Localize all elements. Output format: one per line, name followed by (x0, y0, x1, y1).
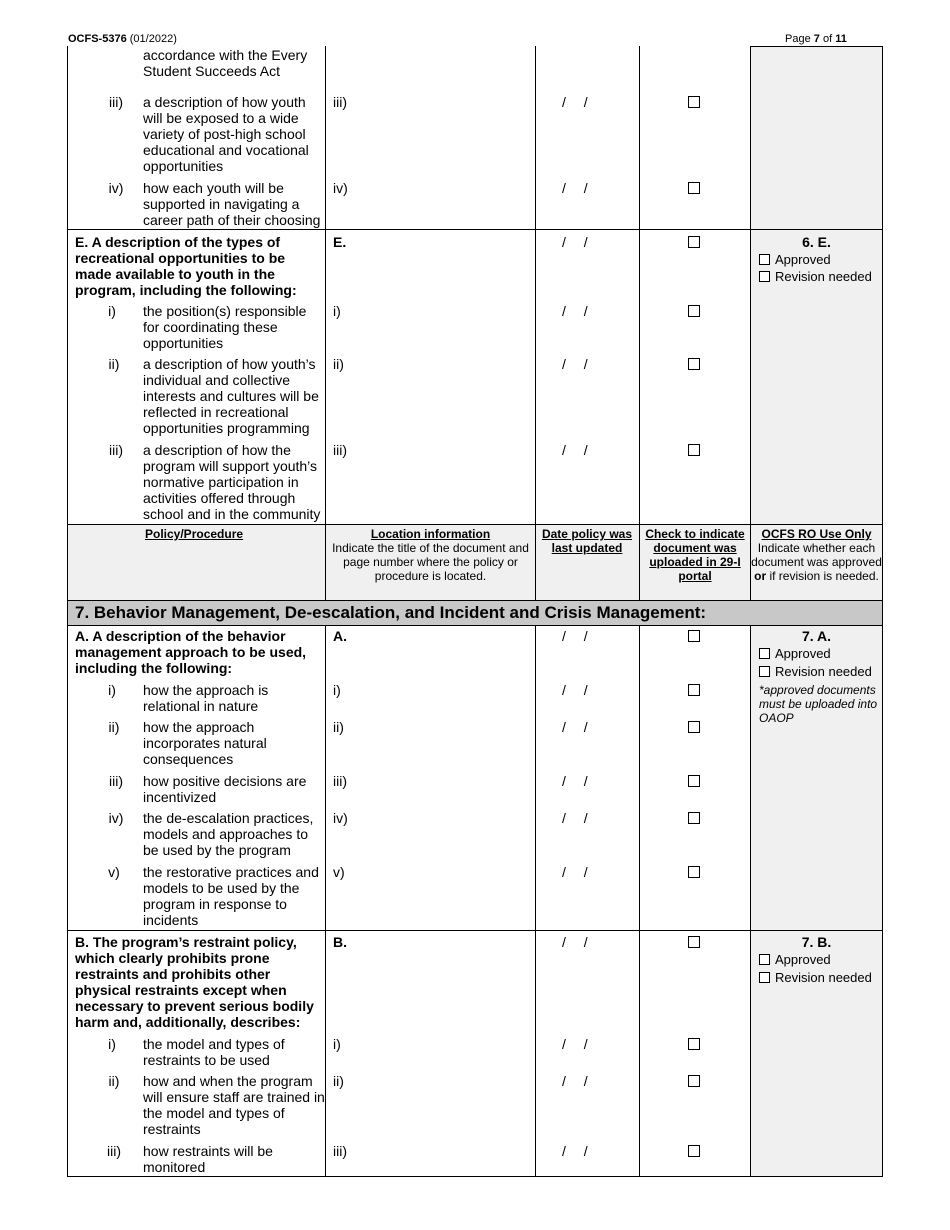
upload-checkbox[interactable] (688, 305, 700, 317)
item-text: how and when the program will ensure staff are trained in the model and types of restraints (143, 1073, 325, 1137)
grid-line (750, 625, 751, 1176)
ro-approved-option[interactable]: Approved (759, 952, 831, 968)
grid-line (750, 46, 883, 47)
item-text: how positive decisions are incentivized (143, 773, 307, 805)
upload-checkbox[interactable] (688, 721, 700, 733)
ro-section-title: 6. E. (802, 234, 831, 250)
item-number: iii) (107, 1143, 121, 1159)
upload-checkbox[interactable] (688, 936, 700, 948)
location-field[interactable]: iv) (333, 810, 348, 826)
item-text: how restraints will be monitored (143, 1143, 273, 1175)
date-field[interactable]: / / (562, 682, 588, 698)
page-number: Page 7 of 11 (785, 33, 847, 45)
upload-checkbox[interactable] (688, 866, 700, 878)
item-text: how each youth will be supported in navigating a career path of their choosing (143, 180, 321, 228)
item-text: the restorative practices and models to be used by the program in response to incidents (143, 864, 319, 928)
grid-line (325, 46, 326, 601)
column-header-check: Check to indicate document was uploaded in 29-I portal (645, 527, 745, 583)
item-number: iv) (108, 180, 124, 196)
upload-checkbox[interactable] (688, 1075, 700, 1087)
upload-checkbox[interactable] (688, 182, 700, 194)
item-number: iii) (109, 773, 123, 789)
upload-checkbox[interactable] (688, 1038, 700, 1050)
grid-line (750, 46, 751, 601)
approved-checkbox[interactable] (759, 954, 770, 965)
ro-column-shade-top (750, 46, 883, 525)
grid-line (535, 625, 536, 1176)
ro-approved-option[interactable]: Approved (759, 252, 831, 268)
grid-line (325, 625, 326, 1176)
upload-checkbox[interactable] (688, 1145, 700, 1157)
grid-line (67, 625, 883, 626)
location-field[interactable]: E. (333, 234, 347, 250)
date-field[interactable]: / / (562, 934, 588, 950)
item-number: i) (108, 1036, 116, 1052)
item-number: iii) (109, 94, 123, 110)
date-field[interactable]: / / (562, 719, 588, 735)
approved-checkbox[interactable] (759, 648, 770, 659)
date-field[interactable]: / / (562, 810, 588, 826)
grid-line (67, 1176, 883, 1177)
date-field[interactable]: / / (562, 356, 588, 372)
item-number: iii) (109, 442, 123, 458)
date-field[interactable]: / / (562, 1143, 588, 1159)
upload-checkbox[interactable] (688, 236, 700, 248)
grid-line (535, 46, 536, 601)
ro-revision-option[interactable]: Revision needed (759, 269, 872, 285)
item-number: i) (108, 303, 116, 319)
grid-line (67, 524, 883, 525)
form-id: OCFS-5376 (01/2022) (68, 33, 177, 45)
date-field[interactable]: / / (562, 442, 588, 458)
date-field[interactable]: / / (562, 1073, 588, 1089)
item-number: iv) (108, 810, 124, 826)
location-field[interactable]: ii) (333, 719, 344, 735)
date-field[interactable]: / / (562, 864, 588, 880)
date-field[interactable]: / / (562, 773, 588, 789)
location-field[interactable]: iii) (333, 1143, 347, 1159)
item-text: the de-escalation practices, models and approaches to be used by the program (143, 810, 314, 858)
item-text: the position(s) responsible for coordinating these opportunities (143, 303, 307, 351)
upload-checkbox[interactable] (688, 775, 700, 787)
location-field[interactable]: iii) (333, 773, 347, 789)
location-field[interactable]: i) (333, 1036, 341, 1052)
section-7-title: 7. Behavior Management, De-escalation, and Incident and Crisis Management: (75, 603, 707, 622)
item-text: a description of how youth will be exposed to a wide variety of post-high school educational and vocational opportunities (143, 94, 309, 174)
location-field[interactable]: v) (333, 864, 345, 880)
approved-checkbox[interactable] (759, 254, 770, 265)
location-field[interactable]: A. (333, 628, 347, 644)
grid-line (67, 930, 883, 931)
date-field[interactable]: / / (562, 234, 588, 250)
item-text: a description of how the program will support youth’s normative participation in activities offered through school and in the community (143, 442, 321, 522)
date-field[interactable]: / / (562, 628, 588, 644)
location-field[interactable]: B. (333, 934, 347, 950)
ro-note: *approved documents must be uploaded into OAOP (759, 683, 878, 725)
date-field[interactable]: / / (562, 180, 588, 196)
location-field[interactable]: iii) (333, 442, 347, 458)
grid-line (67, 46, 68, 1176)
grid-line (67, 229, 883, 230)
date-field[interactable]: / / (562, 94, 588, 110)
revision-checkbox[interactable] (759, 271, 770, 282)
column-header-policy: Policy/Procedure (145, 527, 244, 541)
item-text: how the approach incorporates natural consequences (143, 719, 267, 767)
upload-checkbox[interactable] (688, 630, 700, 642)
revision-checkbox[interactable] (759, 972, 770, 983)
item-text: accordance with the Every Student Succeeds Act (143, 47, 308, 79)
item-number: ii) (108, 1073, 120, 1089)
ro-revision-option[interactable]: Revision needed (759, 970, 872, 986)
section-heading: A. A description of the behavior management approach to be used, including the following: (75, 628, 307, 676)
grid-line (882, 46, 883, 1176)
location-field[interactable]: iii) (333, 94, 347, 110)
column-header-date: Date policy was last updated (541, 527, 633, 555)
upload-checkbox[interactable] (688, 444, 700, 456)
grid-line (639, 625, 640, 1176)
item-number: v) (108, 864, 120, 880)
location-field[interactable]: iv) (333, 180, 348, 196)
upload-checkbox[interactable] (688, 358, 700, 370)
section-heading: E. A description of the types of recreational opportunities to be made available to youth in the program, including the following: (75, 234, 297, 298)
ro-section-title: 7. A. (801, 628, 832, 644)
item-number: ii) (108, 719, 120, 735)
revision-checkbox[interactable] (759, 666, 770, 677)
ro-approved-option[interactable]: Approved (759, 646, 831, 662)
item-text: how the approach is relational in nature (143, 682, 269, 714)
section-heading: B. The program’s restraint policy, which clearly prohibits prone restraints and prohibits other physical restraints except when necessary to prevent serious bodily harm and, additionally, describes: (75, 934, 314, 1030)
upload-checkbox[interactable] (688, 684, 700, 696)
upload-checkbox[interactable] (688, 96, 700, 108)
item-text: the model and types of restraints to be used (143, 1036, 285, 1068)
grid-line (639, 46, 640, 601)
date-field[interactable]: / / (562, 303, 588, 319)
item-number: i) (108, 682, 116, 698)
grid-line (67, 600, 883, 601)
ro-revision-option[interactable]: Revision needed (759, 664, 872, 680)
item-text: a description of how youth’s individual and collective interests and cultures will be reflected in recreational opportunities programming (143, 356, 319, 436)
location-field[interactable]: i) (333, 303, 341, 319)
location-field[interactable]: i) (333, 682, 341, 698)
column-header-location: Location information Indicate the title of the document and page number where the policy or procedure is located. (332, 527, 529, 583)
location-field[interactable]: ii) (333, 356, 344, 372)
column-header-ro: OCFS RO Use Only Indicate whether each document was approved or if revision is needed. (751, 527, 882, 583)
ro-section-title: 7. B. (801, 934, 832, 950)
location-field[interactable]: ii) (333, 1073, 344, 1089)
item-number: ii) (108, 356, 120, 372)
upload-checkbox[interactable] (688, 812, 700, 824)
date-field[interactable]: / / (562, 1036, 588, 1052)
